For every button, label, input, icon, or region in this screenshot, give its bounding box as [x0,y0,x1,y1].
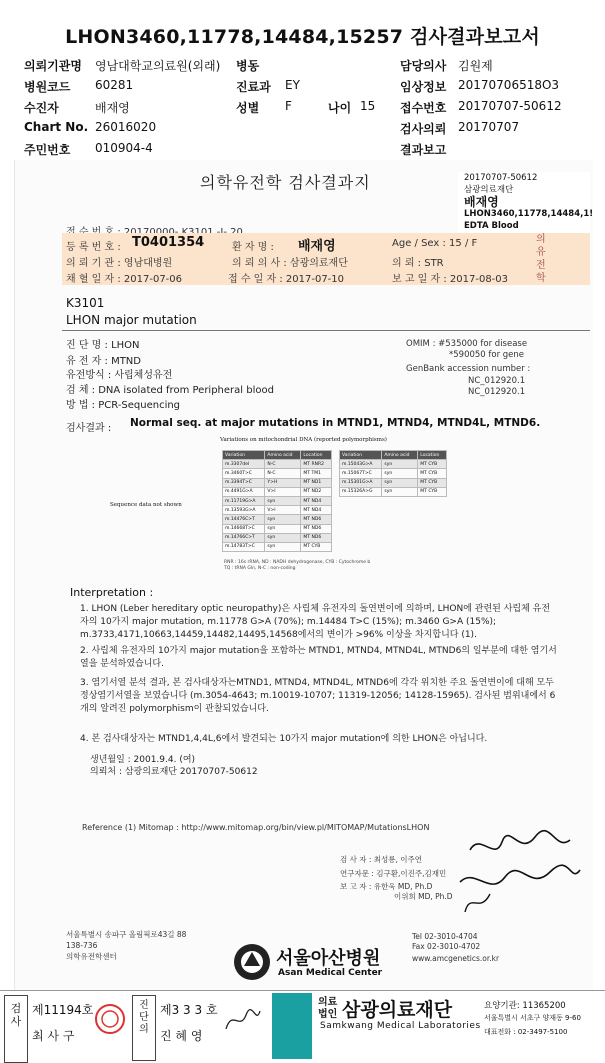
seq-note: Sequence data not shown [110,502,182,508]
table-cell: m.11719G>A [223,496,265,505]
interpretation-3: 3. 염기서열 분석 결과, 본 검사대상자는MTND1, MTND4, MTND4L, MTND6에 각각 위치한 주요 돌연변이에 대해 모두 정상염기서열을 보였습니다 (m.3054-4643; m.10019-10707; 11319-12056; 14128-15965). 검사된 범위내에서 6개의 알려진 polymorphism이 관찰되었습니다. [80,678,556,714]
table-note-1: RNR : 16s rRNA, ND : NADH dehydrogenase, CYB : Cytochrome b [224,560,371,565]
patient-label: 수진자 [24,101,59,115]
variation-table-1 [222,450,332,552]
table-cell: MT CYB [301,542,332,551]
table-cell: MT ND6 [301,524,332,533]
nc-1: NC_012920.1 [468,376,526,386]
birth-date: 생년월일 : 2001.9.4. (여) [90,755,196,765]
signature-graphic [440,822,590,922]
table-cell: syn [382,478,418,487]
table2-header-row [340,451,447,460]
nc-2: NC_012920.1 [468,387,526,397]
table-cell: m.14783T>C [223,542,265,551]
institution-label: 의뢰기관명 [24,59,82,73]
table-cell: m.13593G>A [223,506,265,515]
table-cell: MT RNR2 [301,460,332,469]
table-row [340,478,447,487]
receipt-label: 접수번호 [400,101,447,115]
table-cell: m.4491G>A [223,487,265,496]
specimen-label-stamp [458,172,594,234]
column-header: Amino acid [265,451,301,460]
interpretation-title: Interpretation : [70,586,154,599]
reporter-1: 보 고 자 : 유한욱 MD, Ph.D [340,882,433,891]
table-row [223,533,332,542]
omim-1: OMIM : #535000 for disease [406,339,528,349]
footer-bar [0,990,605,1061]
test-name: LHON major mutation [66,313,197,327]
receipt-value: 20170707-50612 [458,99,562,113]
dept-label: 진료과 [236,80,271,94]
result-label: 검사결과 : [66,423,112,434]
biz-no: 요양기관: 11365200 [484,1001,566,1011]
gene: 유 전 자 : MTND [66,356,141,367]
table-cell: syn [382,460,418,469]
rrn-label: 주민번호 [24,143,71,157]
table-cell: MT CYB [418,487,447,496]
website: www.amcgenetics.or.kr [412,954,500,963]
address-1: 서울특별시 송파구 올림픽로43길 88 [66,930,187,939]
license-1: 제11194호 [32,1003,94,1017]
patient-value: 배재영 [95,101,130,115]
address-3: 의학유전학센터 [66,952,117,961]
sex-label: 성별 [236,101,260,115]
stamp-line4: LHON3460,11778,14484,1! [464,209,594,219]
reg-no-label: 등 록 번 호 : [66,242,121,253]
table-row [340,487,447,496]
table-cell: m.15301G>A [340,478,382,487]
table-row [223,487,332,496]
table-cell: MT ND2 [301,487,332,496]
table-cell: MT ND6 [301,533,332,542]
seal-stamp-icon [94,1003,126,1035]
reg-no: T0401354 [132,235,205,250]
corp-name: 삼광의료재단 [342,999,453,1021]
dept-value: EY [285,78,300,92]
table-cell: syn [265,524,301,533]
table-cell: Y>H [265,478,301,487]
column-header: Variation [340,451,382,460]
table-cell: syn [382,469,418,478]
table-cell: syn [265,515,301,524]
tel: Tel 02-3010-4704 [412,932,478,941]
table-cell: V>I [265,506,301,515]
corp-logo-icon [272,993,312,1059]
column-header: Location [418,451,447,460]
table-cell: MT ND4 [301,506,332,515]
table-row [340,460,447,469]
hospital-name-en: Asan Medical Center [278,968,383,978]
table-cell: N-C [265,469,301,478]
clinical-label: 임상정보 [400,80,447,94]
doctor-side-label: 진 단 의 [132,995,156,1061]
interpretation-4: 4. 본 검사대상자는 MTND1,4,4L,6에서 발견되는 10가지 major mutation에 의한 LHON은 아닙니다. [80,734,488,744]
req-org: 의 뢰 기 관 : 영남대병원 [66,258,173,269]
method: 방 법 : PCR-Sequencing [66,400,181,411]
chart-value: 26016020 [95,120,157,134]
table-row [223,460,332,469]
table-cell: m.3460T>C [223,469,265,478]
report-title: LHON3460,11778,14484,15257 검사결과보고서 [65,26,540,48]
table-cell: m.15326A>G [340,487,382,496]
age-label: 나이 [328,101,352,115]
requester: 의뢰처 : 삼광의료재단 20170707-50612 [90,767,258,777]
stamp-line3: 배재영 [464,195,499,209]
table-cell: syn [265,533,301,542]
collect-date: 채 혈 일 자 : 2017-07-06 [66,274,183,285]
table-cell: MT ND6 [301,515,332,524]
req-doc: 의 뢰 의 사 : 삼광의료재단 [232,258,348,269]
corp-name-en: Samkwang Medical Laboratories [320,1021,481,1031]
diagnosis: 진 단 명 : LHON [66,340,140,351]
name-1: 최 사 구 [32,1029,75,1043]
table-row [340,469,447,478]
table-cell: MT ND4 [301,496,332,505]
request-value: 20170707 [458,120,520,134]
researcher: 연구자문 : 김구환,이진주,김재민 [340,869,447,878]
table-cell: MT TM1 [301,469,332,478]
sex-value: F [285,99,292,113]
omim-2: *590050 for gene [449,350,525,360]
table-cell: m.14766C>T [223,533,265,542]
ward-code: 의 뢰 : STR [392,258,444,269]
corp-address: 서울특별시 서초구 양재동 9-60 [484,1014,581,1022]
table-row [223,506,332,515]
doctor-label: 담당의사 [400,59,447,73]
request-label: 검사의뢰 [400,122,447,136]
result-text: Normal seq. at major mutations in MTND1, MTND4, MTND4L, MTND6. [130,417,541,429]
corp-phone: 대표전화 : 02-3497-5100 [484,1028,568,1036]
table-cell: syn [265,542,301,551]
table-cell: m.3307del [223,460,265,469]
asan-logo-icon [232,942,272,982]
column-header: Variation [223,451,265,460]
table-cell: m.14668T>C [223,524,265,533]
result-report-label: 결과보고 [400,143,447,157]
table-cell: m.3394T>C [223,478,265,487]
chart-label: Chart No. [24,120,89,134]
variation-table-2 [339,450,447,497]
name-2: 진 혜 영 [160,1029,203,1043]
table-cell: syn [382,487,418,496]
table-row [223,515,332,524]
corp-small-2: 법인 [318,1009,338,1020]
table-cell: m.15067T>C [340,469,382,478]
doctor-signature [222,1005,262,1035]
inheritance: 유전방식 : 사립체성유전 [66,370,173,381]
hospital-code-label: 병원코드 [24,80,71,94]
table-cell: N-C [265,460,301,469]
table-cell: m.14476C>T [223,515,265,524]
clinical-value: 20170706518O3 [458,78,560,92]
age-value: 15 [360,99,376,113]
variation-title: Variations on mitochondrial DNA (reported polymorphisms) [220,437,387,443]
hospital-code-value: 60281 [95,78,134,92]
examiner: 검 사 자 : 최성룡, 이주연 [340,855,423,864]
column-header: Location [301,451,332,460]
patient-name: 배재영 [298,239,336,254]
table-row [223,524,332,533]
table-cell: V>I [265,487,301,496]
license-2: 제3 3 3 호 [160,1003,218,1017]
accept-date: 접 수 일 자 : 2017-07-10 [228,274,345,285]
interpretation-1: 1. LHON (Leber hereditary optic neuropathy)은 사립체 유전자의 돌연변이에 의하며, LHON에 관련된 사립체 유전자의 10가지 major mutation, m.11778 G>A (70%); m.14484 T>C (15%); m.3460 G>A (15%); m.3733,4171,10663,14459,14482,14495,14568에서의 변이가 >96% 이상을 차지합니다 (1). [80,604,551,640]
table-cell: MT CYB [418,469,447,478]
address-2: 138-736 [66,941,98,950]
scan-title: 의학유전학 검사결과지 [200,173,371,192]
column-header: Amino acid [382,451,418,460]
table-row [223,542,332,551]
corp-type [318,997,337,1021]
doctor-value: 김원제 [458,59,493,73]
stamp-line5: EDTA Blood [464,221,519,231]
reference: Reference (1) Mitomap : http://www.mitomap.org/bin/view.pl/MITOMAP/MutationsLHON [82,823,430,832]
table-cell: MT ND1 [301,478,332,487]
table-cell: syn [265,496,301,505]
rrn-value: 010904-4 [95,141,153,155]
examiner-side-label: 검 사 [4,995,28,1063]
table-cell: m.15043G>A [340,460,382,469]
table-cell: MT CYB [418,460,447,469]
age-sex: Age / Sex : 15 / F [392,238,478,249]
fax: Fax 02-3010-4702 [412,942,481,951]
specimen: 검 체 : DNA isolated from Peripheral blood [66,385,274,396]
table-note-2: TQ : tRNA Gln, N-C : non-coding [224,566,296,571]
hospital-name-ko: 서울아산병원 [276,948,381,969]
patient-name-label: 환 자 명 : [232,242,274,253]
stamp-line2: 삼광의료재단 [464,185,514,195]
reporter-2: 이위희 MD, Ph.D [394,892,453,901]
interpretation-2: 2. 사립체 유전자의 10가지 major mutation을 포함하는 MTND1, MTND4, MTND4L, MTND6의 일부분에 대한 염기서열을 분석하였습니다. [80,646,557,669]
table-row [223,478,332,487]
test-code: K3101 [66,296,105,310]
divider [62,330,590,331]
table-row [223,496,332,505]
side-label: 의 유 전 학 [536,234,546,284]
stamp-line1: 20170707-50612 [464,173,538,183]
corp-small-1: 의료 [318,997,338,1008]
table-cell: MT CYB [418,478,447,487]
table-row [223,469,332,478]
institution-value: 영남대학교의료원(외래) [95,59,221,73]
genbank-label: GenBank accession number : [406,364,531,374]
table1-header-row [223,451,332,460]
report-date: 보 고 일 자 : 2017-08-03 [392,274,509,285]
ward-label: 병동 [236,59,260,73]
